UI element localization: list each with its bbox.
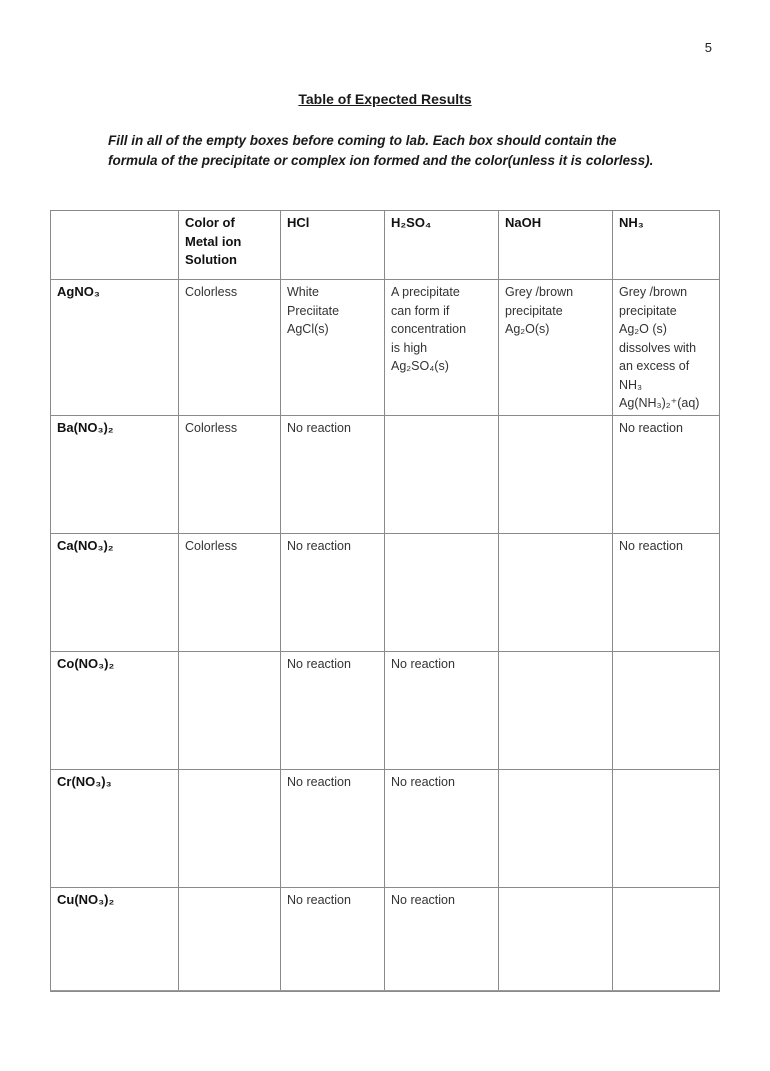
instructions <box>108 131 728 171</box>
hcl-cell[interactable]: No reaction <box>281 888 385 992</box>
bottom-divider <box>50 990 719 991</box>
hcl-cell[interactable]: No reaction <box>281 770 385 888</box>
cell-line: Ag₂SO₄(s) <box>391 359 449 373</box>
header-color <box>179 211 281 280</box>
h2so4-cell[interactable]: No reaction <box>385 652 499 770</box>
header-color-line: Metal ion <box>185 233 242 249</box>
compound-cell: Ba(NO₃)₂ <box>51 416 179 534</box>
table-row <box>51 652 720 770</box>
nh3-cell[interactable]: No reaction <box>613 416 720 534</box>
naoh-cell[interactable] <box>499 416 613 534</box>
nh3-cell[interactable]: No reaction <box>613 534 720 652</box>
table-header-row <box>51 211 720 280</box>
cell-line: an excess of <box>619 359 690 373</box>
color-cell[interactable] <box>179 652 281 770</box>
cell-line: dissolves with <box>619 340 697 355</box>
table-row <box>51 534 720 652</box>
expected-results-table <box>50 210 720 992</box>
color-cell[interactable] <box>179 888 281 992</box>
compound-cell: Cr(NO₃)₃ <box>51 770 179 888</box>
nh3-cell[interactable] <box>613 888 720 992</box>
table-row <box>51 888 720 992</box>
hcl-cell[interactable] <box>281 280 385 416</box>
h2so4-cell[interactable] <box>385 280 499 416</box>
naoh-cell[interactable] <box>499 888 613 992</box>
table-row <box>51 416 720 534</box>
naoh-cell[interactable] <box>499 534 613 652</box>
cell-line: White <box>287 285 319 299</box>
hcl-cell[interactable]: No reaction <box>281 416 385 534</box>
h2so4-cell[interactable]: No reaction <box>385 888 499 992</box>
cell-line: NH₃ <box>619 377 643 392</box>
nh3-cell[interactable] <box>613 770 720 888</box>
cell-line: A precipitate <box>391 285 460 299</box>
nh3-cell[interactable] <box>613 280 720 416</box>
page-number: 5 <box>704 40 712 55</box>
color-cell[interactable]: Colorless <box>179 534 281 652</box>
cell-line: Grey /brown <box>619 285 688 299</box>
naoh-cell[interactable] <box>499 770 613 888</box>
naoh-cell[interactable] <box>499 652 613 770</box>
color-cell[interactable]: Colorless <box>179 280 281 416</box>
nh3-cell[interactable] <box>613 652 720 770</box>
cell-line: AgCl(s) <box>287 322 329 336</box>
instructions-line: formula of the precipitate or complex ion formed and the color(unless it is colorless). <box>108 153 654 168</box>
cell-line: Grey /brown <box>505 285 574 299</box>
compound-cell: Ca(NO₃)₂ <box>51 534 179 652</box>
color-cell[interactable]: Colorless <box>179 416 281 534</box>
cell-line: Ag₂O(s) <box>505 322 550 336</box>
hcl-cell[interactable]: No reaction <box>281 534 385 652</box>
cell-line: Preciitate <box>287 303 340 318</box>
header-color-line: Color of <box>185 215 235 230</box>
compound-cell: Co(NO₃)₂ <box>51 652 179 770</box>
hcl-cell[interactable]: No reaction <box>281 652 385 770</box>
naoh-cell[interactable] <box>499 280 613 416</box>
h2so4-cell[interactable]: No reaction <box>385 770 499 888</box>
compound-cell: AgNO₃ <box>51 280 179 416</box>
compound-cell: Cu(NO₃)₂ <box>51 888 179 992</box>
cell-line: concentration <box>391 322 467 336</box>
h2so4-cell[interactable] <box>385 416 499 534</box>
cell-line: can form if <box>391 303 450 318</box>
cell-line: is high <box>391 340 428 355</box>
h2so4-cell[interactable] <box>385 534 499 652</box>
cell-line: Ag(NH₃)₂⁺(aq) <box>619 396 700 410</box>
header-empty-cell <box>51 211 179 280</box>
instructions-line: Fill in all of the empty boxes before coming to lab. Each box should contain the <box>108 133 617 148</box>
header-color-line: Solution <box>185 252 237 267</box>
header-hcl: HCl <box>281 211 385 280</box>
cell-line: precipitate <box>619 303 677 318</box>
cell-line: Ag₂O (s) <box>619 322 667 336</box>
cell-line: precipitate <box>505 303 563 318</box>
header-naoh: NaOH <box>499 211 613 280</box>
header-h2so4: H₂SO₄ <box>385 211 499 280</box>
header-nh3: NH₃ <box>613 211 720 280</box>
page-title: Table of Expected Results <box>298 91 472 107</box>
table-row <box>51 770 720 888</box>
color-cell[interactable] <box>179 770 281 888</box>
table-row <box>51 280 720 416</box>
